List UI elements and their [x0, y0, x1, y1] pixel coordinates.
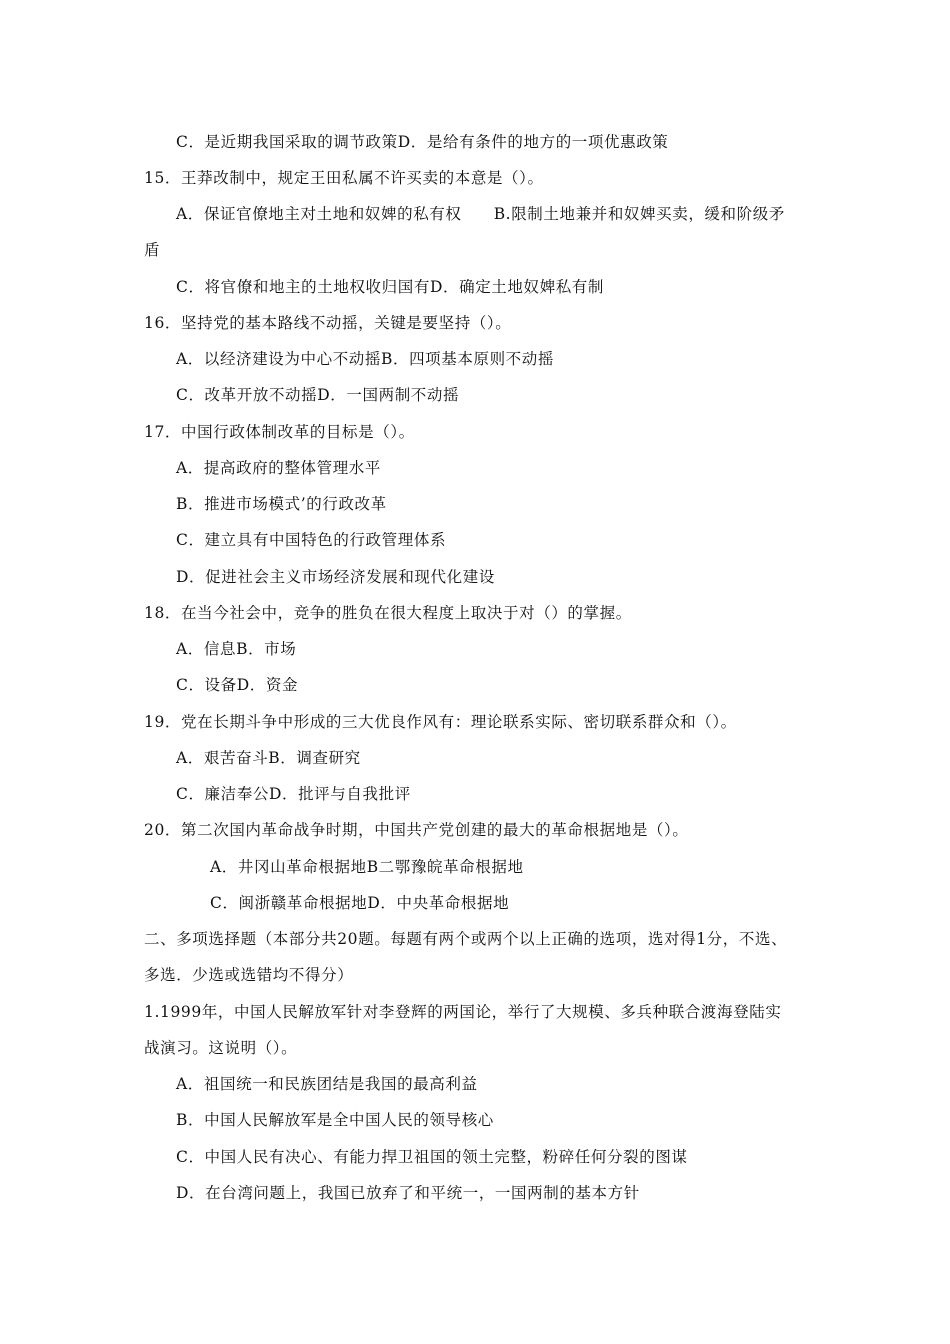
- question-17-option-b: B．推进市场模式’的行政改革: [176, 495, 387, 513]
- question-16-options-cd: C．改革开放不动摇D．一国两制不动摇: [176, 386, 460, 404]
- multi-question-1-stem: 1.1999年，中国人民解放军针对李登辉的两国论，举行了大规模、多兵种联合渡海登陆实: [144, 1003, 782, 1021]
- question-20-stem: 20．第二次国内革命战争时期，中国共产党创建的最大的革命根据地是（）。: [144, 821, 689, 839]
- multi-question-1-option-a: A．祖国统一和民族团结是我国的最高利益: [176, 1075, 478, 1093]
- question-17-option-a: A．提高政府的整体管理水平: [176, 459, 381, 477]
- question-17-option-c: C．建立具有中国特色的行政管理体系: [176, 531, 447, 549]
- question-20-options-ab: A．井冈山革命根据地B二鄂豫皖革命根据地: [210, 858, 524, 876]
- question-17-stem: 17．中国行政体制改革的目标是（）。: [144, 423, 415, 441]
- question-19-options-cd: C．廉洁奉公D．批评与自我批评: [176, 785, 411, 803]
- section-2-heading: 二、多项选择题（本部分共20题。每题有两个或两个以上正确的选项，选对得1分，不选、: [144, 930, 788, 948]
- question-15-stem: 15．王莽改制中，规定王田私属不许买卖的本意是（）。: [144, 169, 544, 187]
- multi-question-1-option-b: B．中国人民解放军是全中国人民的领导核心: [176, 1111, 494, 1129]
- multi-question-1-option-c: C．中国人民有决心、有能力捍卫祖国的领土完整，粉碎任何分裂的图谋: [176, 1148, 688, 1166]
- question-16-stem: 16．坚持党的基本路线不动摇，关键是要坚持（）。: [144, 314, 512, 332]
- multi-question-1-option-d: D．在台湾问题上，我国已放弃了和平统一，一国两制的基本方针: [176, 1184, 640, 1202]
- question-18-options-cd: C．设备D．资金: [176, 676, 299, 694]
- question-15-options-ab-continued: 盾: [144, 241, 161, 259]
- question-18-options-ab: A．信息B．市场: [176, 640, 297, 658]
- question-14-options-cd: C．是近期我国采取的调节政策D．是给有条件的地方的一项优惠政策: [176, 133, 669, 151]
- question-19-options-ab: A．艰苦奋斗B．调查研究: [176, 749, 361, 767]
- multi-question-1-stem-continued: 战演习。这说明（）。: [144, 1039, 298, 1057]
- question-15-options-ab: A．保证官僚地主对土地和奴婢的私有权 B.限制土地兼并和奴婢买卖，缓和阶级矛: [176, 205, 785, 223]
- question-15-options-cd: C．将官僚和地主的土地权收归国有D．确定土地奴婢私有制: [176, 278, 604, 296]
- question-16-options-ab: A．以经济建设为中心不动摇B．四项基本原则不动摇: [176, 350, 554, 368]
- question-18-stem: 18．在当今社会中，竞争的胜负在很大程度上取决于对（）的掌握。: [144, 604, 632, 622]
- question-20-options-cd: C．闽浙赣革命根据地D．中央革命根据地: [210, 894, 510, 912]
- question-19-stem: 19．党在长期斗争中形成的三大优良作风有：理论联系实际、密切联系群众和（）。: [144, 713, 737, 731]
- section-2-heading-continued: 多选．少选或选错均不得分）: [144, 966, 354, 984]
- question-17-option-d: D．促进社会主义市场经济发展和现代化建设: [176, 568, 495, 586]
